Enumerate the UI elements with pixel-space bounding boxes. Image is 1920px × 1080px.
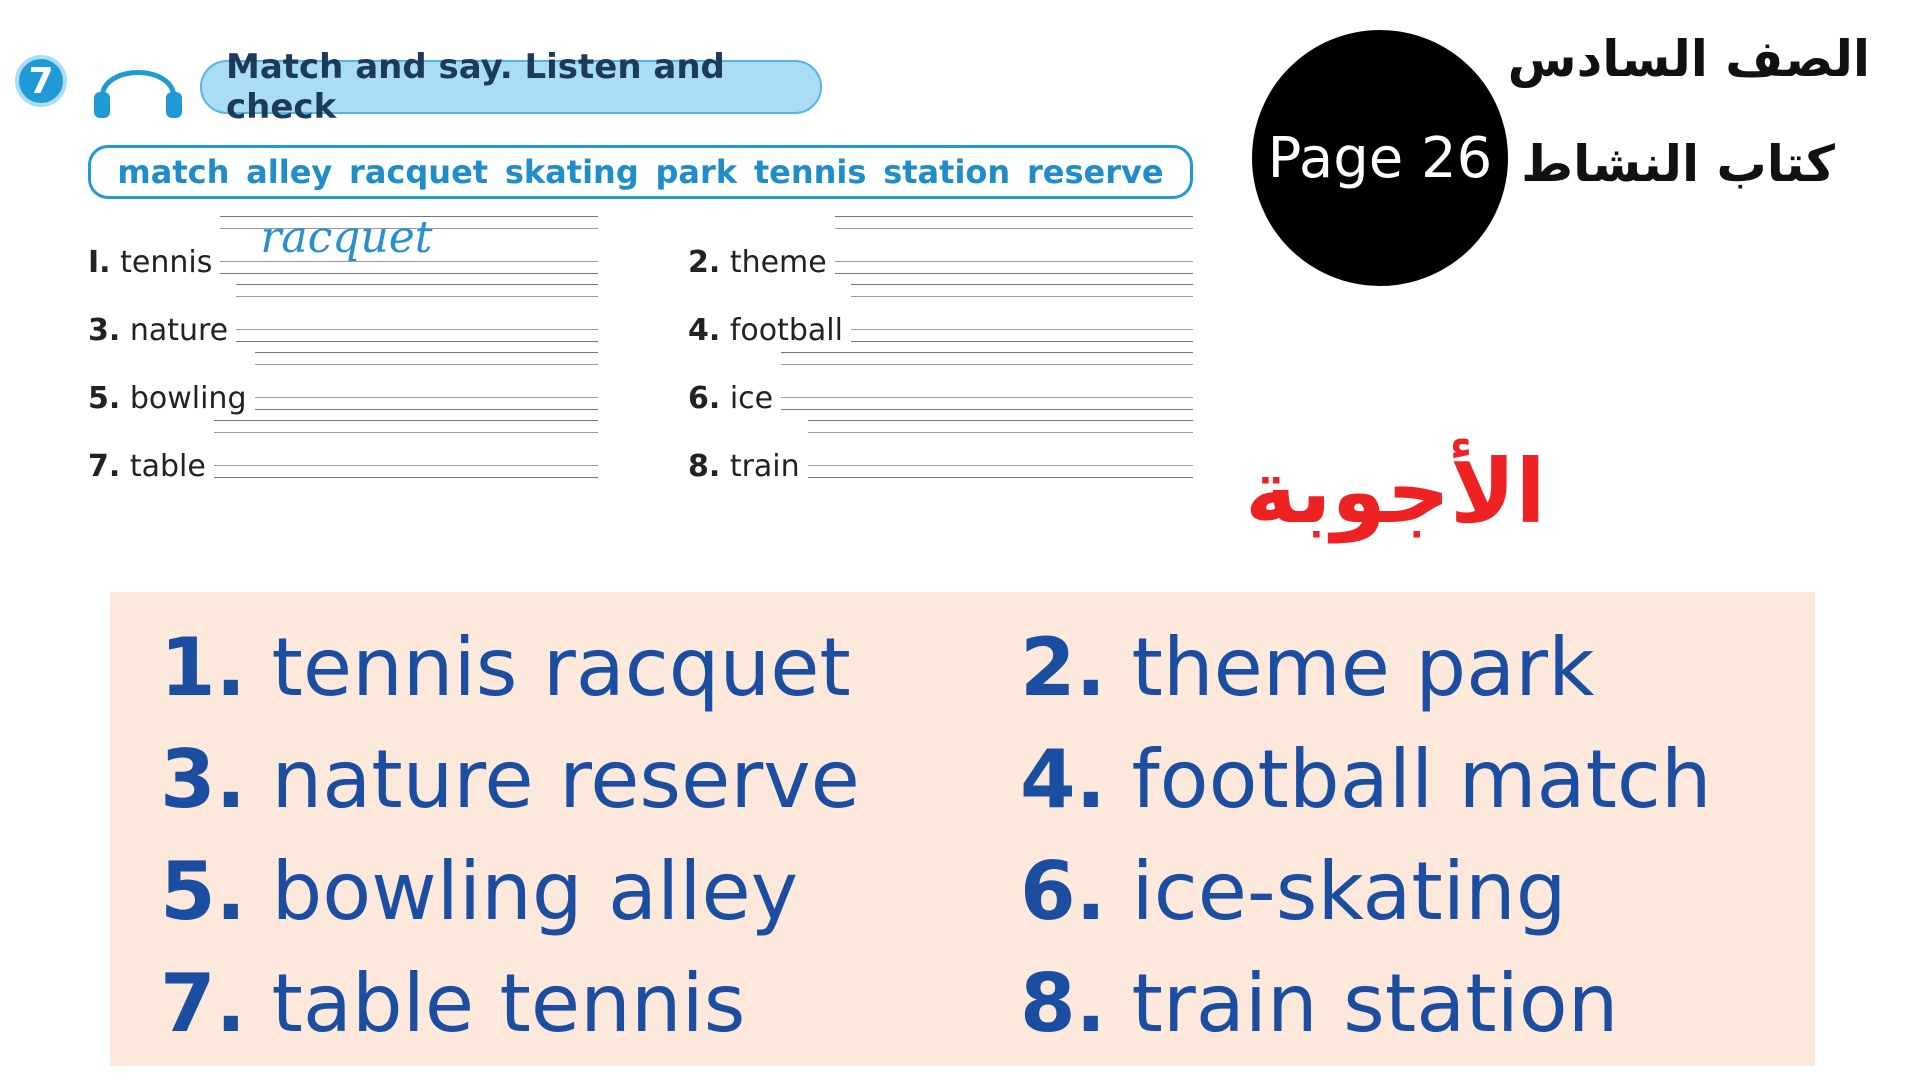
- word-bank-item: park: [655, 153, 738, 191]
- exercise-row: [88, 346, 598, 414]
- writing-lines[interactable]: [236, 278, 598, 346]
- exercise-label: 2. theme: [688, 245, 827, 280]
- exercise-label: 3. nature: [88, 313, 229, 348]
- exercise-number-badge: 7: [15, 55, 67, 107]
- exercise-label: I. tennis: [88, 245, 213, 280]
- word-bank: [88, 145, 1193, 199]
- exercise-label: 8. train: [688, 449, 800, 484]
- instruction-pill: [200, 47, 822, 127]
- exercise-row: [88, 210, 598, 278]
- answers-title: الأجوبة: [1245, 440, 1546, 543]
- exercise-label: 6. ice: [688, 381, 774, 416]
- book-title: كتاب النشاط: [1521, 135, 1835, 193]
- answer-item: 3. nature reserve: [160, 733, 860, 826]
- exercise-label: 7. table: [88, 449, 206, 484]
- page-number-badge: [1252, 30, 1508, 286]
- word-bank-item: match: [117, 153, 230, 191]
- writing-lines[interactable]: [255, 346, 599, 414]
- headphones-icon: [88, 48, 188, 120]
- exercise-row: [688, 414, 1193, 482]
- exercise-label: 5. bowling: [88, 381, 247, 416]
- word-bank-item: tennis: [753, 153, 867, 191]
- answer-item: 4. football match: [1020, 733, 1712, 826]
- answer-item: 6. ice-skating: [1020, 845, 1567, 938]
- exercise-row: [88, 414, 598, 482]
- exercise-column-right: [688, 210, 1193, 482]
- exercise-row: [688, 278, 1193, 346]
- word-bank-item: racquet: [349, 153, 489, 191]
- word-bank-item: alley: [246, 153, 333, 191]
- writing-lines[interactable]: [220, 210, 598, 278]
- writing-lines[interactable]: [835, 210, 1193, 278]
- exercise-column-left: [88, 210, 598, 482]
- answer-item: 7. table tennis: [160, 957, 746, 1050]
- word-bank-item: station: [883, 153, 1011, 191]
- instruction-text: Match and say. Listen and check: [226, 47, 725, 127]
- answer-item: 2. theme park: [1020, 621, 1595, 714]
- exercise-row: [688, 346, 1193, 414]
- exercise-row: [88, 278, 598, 346]
- answer-item: 8. train station: [1020, 957, 1619, 1050]
- writing-lines[interactable]: [781, 346, 1193, 414]
- word-bank-item: skating: [504, 153, 639, 191]
- exercise-row: [688, 210, 1193, 278]
- writing-lines[interactable]: [808, 414, 1193, 482]
- exercise-label: 4. football: [688, 313, 843, 348]
- answers-panel: [110, 592, 1815, 1066]
- answer-item: 1. tennis racquet: [160, 621, 851, 714]
- handwritten-answer: racquet: [260, 212, 433, 263]
- grade-title: الصف السادس: [1507, 30, 1870, 88]
- writing-lines[interactable]: [214, 414, 598, 482]
- page-number: Page 26: [1267, 125, 1493, 191]
- writing-lines[interactable]: [851, 278, 1193, 346]
- answer-item: 5. bowling alley: [160, 845, 799, 938]
- word-bank-item: reserve: [1026, 153, 1164, 191]
